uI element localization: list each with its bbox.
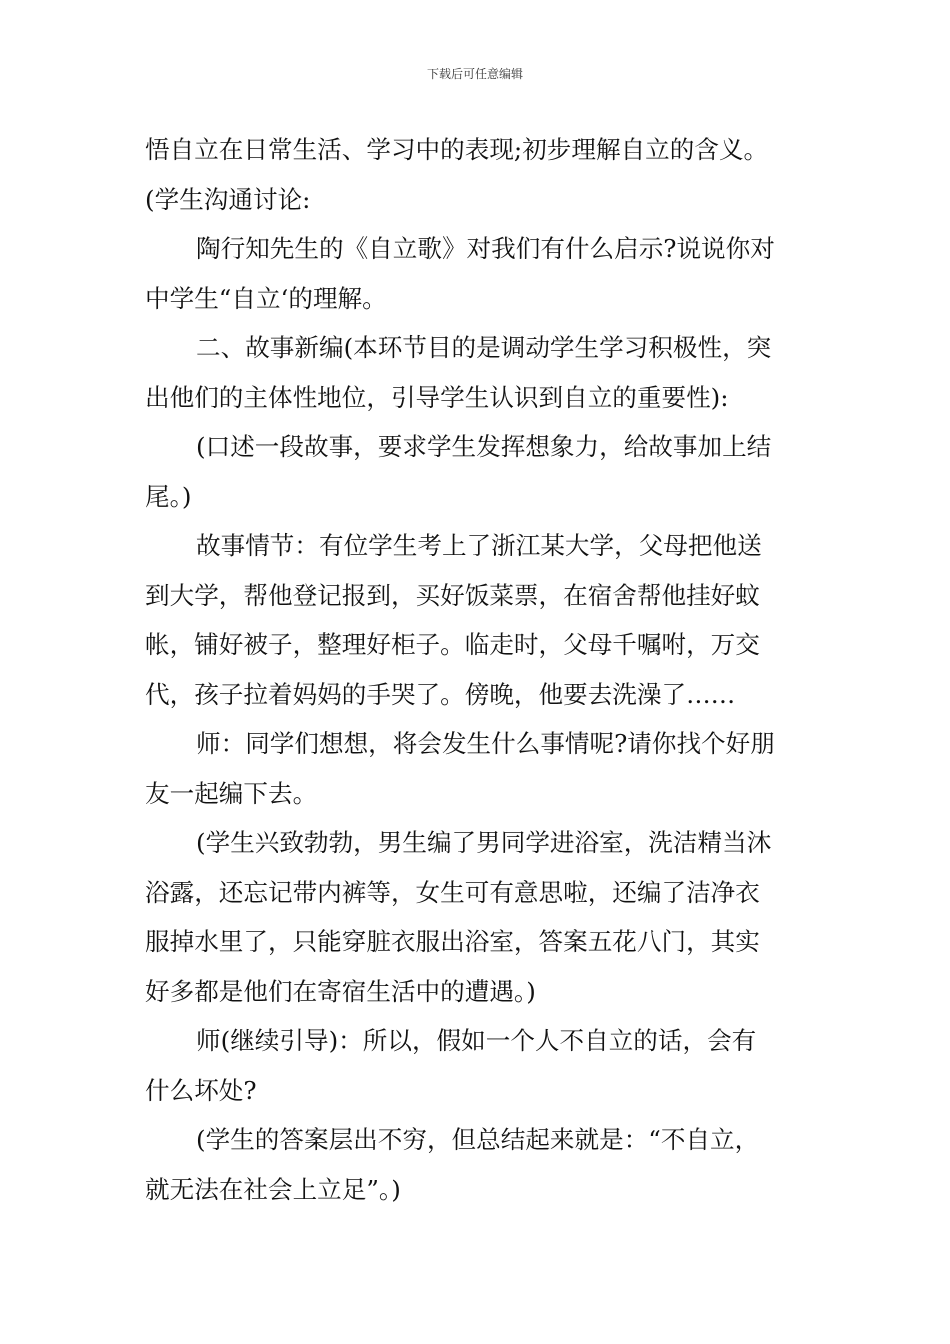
text-line: 什么坏处? [145,1075,257,1105]
text-line: 到大学，帮他登记报到，买好饭菜票，在宿舍帮他挂好蚊 [145,580,760,610]
text-line: 师(继续引导)：所以，假如一个人不自立的话，会有 [196,1026,757,1055]
text-line: 故事情节：有位学生考上了浙江某大学，父母把他送 [196,531,762,560]
text-line: 悟自立在日常生活、学习中的表现;初步理解自立的含义。 [145,135,769,164]
text-line: 浴露，还忘记带内裤等，女生可有意思啦，还编了洁净衣 [145,877,760,907]
text-line: 代，孩子拉着妈妈的手哭了。傍晚，他要去洗澡了…… [145,679,736,709]
text-line: 尾。) [145,481,192,511]
text-line: 友一起编下去。 [145,778,318,808]
page-header: 下载后可任意编辑 [426,67,523,81]
text-line: 出他们的主体性地位，引导学生认识到自立的重要性): [145,382,729,412]
text-line: 就无法在社会上立足”。) [145,1174,401,1204]
text-line: 二、故事新编(本环节目的是调动学生学习积极性，突 [196,333,772,362]
text-line: (学生兴致勃勃，男生编了男同学进浴室，洗洁精当沐 [196,828,772,857]
text-line: 中学生“自立‘的理解。 [145,283,387,313]
document-body [145,125,815,1214]
text-line: 帐，铺好被子，整理好柜子。临走时，父母千嘱咐，万交 [145,630,760,659]
text-line: 好多都是他们在寄宿生活中的遭遇。) [145,976,536,1006]
text-line: (学生的答案层出不穷，但总结起来就是：“不自立， [196,1125,760,1154]
text-line: (口述一段故事，要求学生发挥想象力，给故事加上结 [196,432,772,461]
text-line: 师：同学们想想，将会发生什么事情呢?请你找个好朋 [196,729,775,758]
text-line: 服掉水里了，只能穿脏衣服出浴室，答案五花八门，其实 [145,927,760,956]
text-line: 陶行知先生的《自立歌》对我们有什么启示?说说你对 [196,234,775,263]
text-line: (学生沟通讨论: [145,184,311,214]
